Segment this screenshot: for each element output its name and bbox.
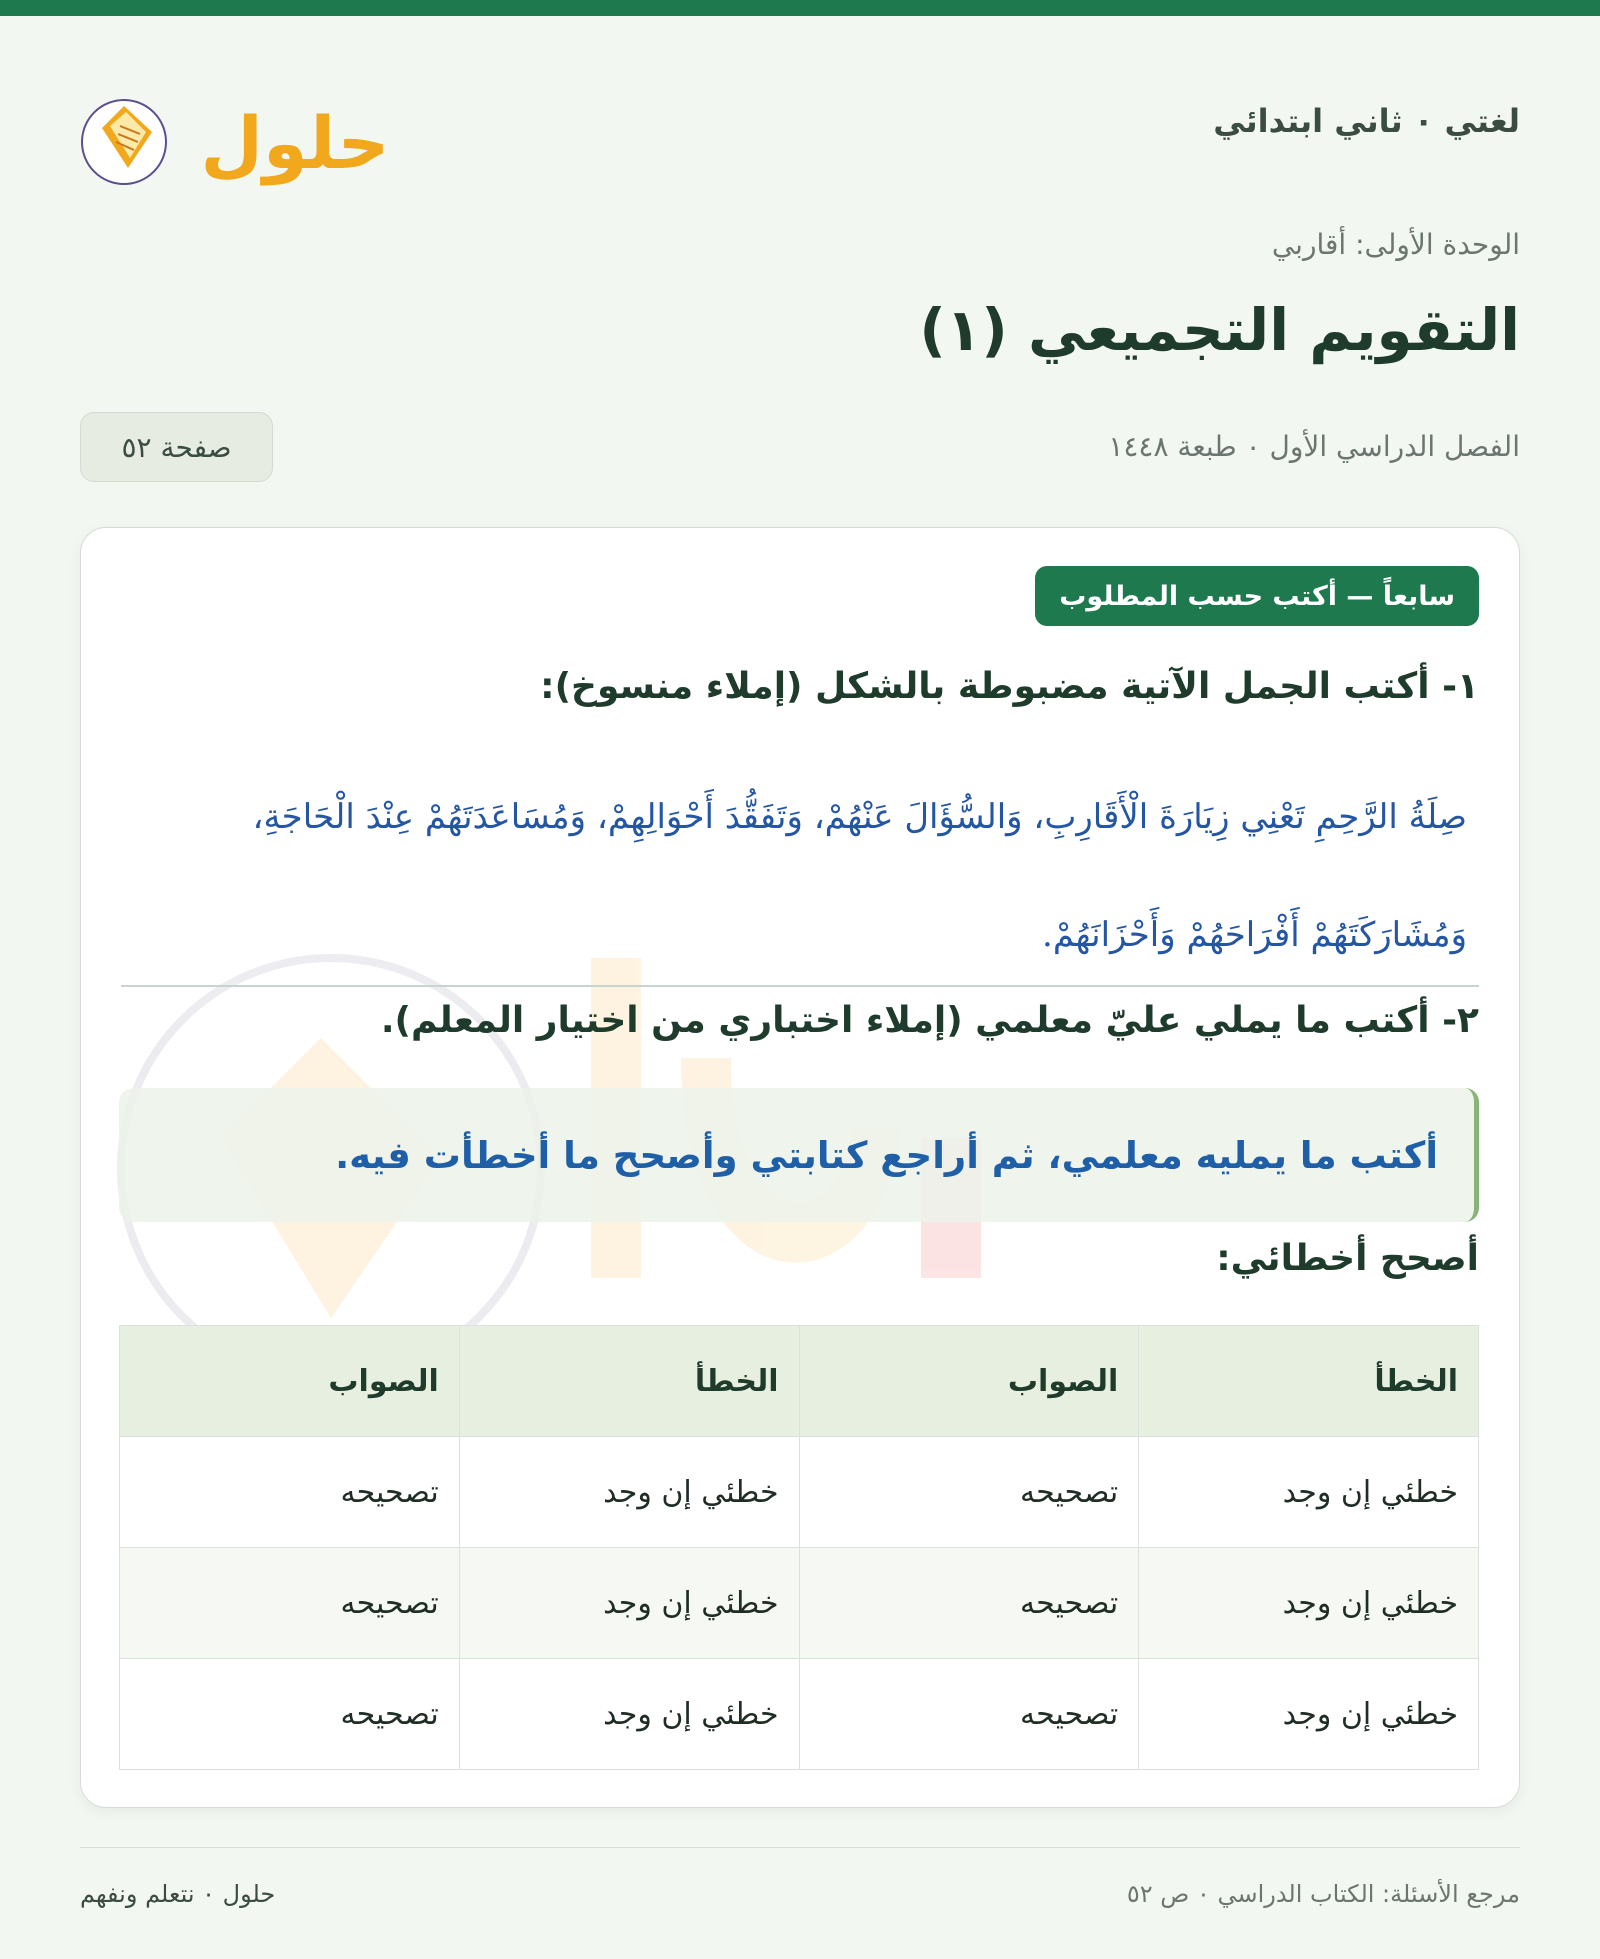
correction-cell[interactable]: تصحيحه xyxy=(799,1659,1139,1770)
correction-cell[interactable]: تصحيحه xyxy=(799,1437,1139,1548)
divider xyxy=(121,985,1479,987)
header xyxy=(80,60,1520,190)
logo xyxy=(80,70,390,190)
correction-cell[interactable]: تصحيحه xyxy=(120,1659,460,1770)
unit-label: الوحدة الأولى: أقاربي xyxy=(1271,228,1520,261)
section-label: سابعاً — أكتب حسب المطلوب xyxy=(1035,566,1479,626)
error-cell[interactable]: خطئي إن وجد xyxy=(1139,1659,1479,1770)
correction-cell[interactable]: تصحيحه xyxy=(120,1437,460,1548)
corrections-label: أصحح أخطائي: xyxy=(1216,1238,1479,1279)
table-header-row xyxy=(120,1326,1479,1437)
instruction-box xyxy=(119,1088,1479,1222)
table-row xyxy=(120,1437,1479,1548)
question-2: ٢- أكتب ما يملي عليّ معلمي (إملاء اختباري من اختيار المعلم). xyxy=(380,1000,1479,1041)
error-cell[interactable]: خطئي إن وجد xyxy=(459,1437,799,1548)
dictation-passage: صِلَةُ الرَّحِمِ تَعْنِي زِيَارَةَ الْأَقَارِبِ، وَالسُّؤَالَ عَنْهُمْ، وَتَفَقُّدَ أَحْوَالِهِمْ، وَمُسَاعَدَتَهُمْ عِنْدَ الْحَاجَةِ، وَمُشَارَكَتَهُمْ أَفْرَاحَهُمْ وَأَحْزَانَهُمْ. xyxy=(252,797,1467,955)
table-row xyxy=(120,1659,1479,1770)
top-accent-bar xyxy=(0,0,1600,16)
error-cell[interactable]: خطئي إن وجد xyxy=(459,1659,799,1770)
exercise-card xyxy=(80,527,1520,1808)
error-cell[interactable]: خطئي إن وجد xyxy=(459,1548,799,1659)
error-cell[interactable]: خطئي إن وجد xyxy=(1139,1548,1479,1659)
table-row xyxy=(120,1548,1479,1659)
header-error: الخطأ xyxy=(1139,1326,1479,1437)
footer-reference: مرجع الأسئلة: الكتاب الدراسي ٠ ص ٥٢ xyxy=(1126,1880,1520,1908)
header-error: الخطأ xyxy=(459,1326,799,1437)
correction-cell[interactable]: تصحيحه xyxy=(120,1548,460,1659)
semester-label: الفصل الدراسي الأول ٠ طبعة ١٤٤٨ xyxy=(1108,430,1520,463)
page-number-badge: صفحة ٥٢ xyxy=(80,412,273,482)
error-cell[interactable]: خطئي إن وجد xyxy=(1139,1437,1479,1548)
subject-title: لغتي ٠ ثاني ابتدائي xyxy=(1213,102,1520,140)
instruction-text: أكتب ما يمليه معلمي، ثم أراجع كتابتي وأصحح ما أخطأت فيه. xyxy=(335,1133,1438,1177)
correction-cell[interactable]: تصحيحه xyxy=(799,1548,1139,1659)
footer-brand: حلول ٠ نتعلم ونفهم xyxy=(80,1880,276,1908)
question-1: ١- أكتب الجمل الآتية مضبوطة بالشكل (إملاء منسوخ): xyxy=(540,666,1479,707)
corrections-table xyxy=(119,1325,1479,1770)
header-correct: الصواب xyxy=(120,1326,460,1437)
footer-divider xyxy=(80,1847,1520,1848)
logo-text: حلول xyxy=(200,101,390,185)
page-title: التقويم التجميعي (١) xyxy=(919,296,1520,364)
header-correct: الصواب xyxy=(799,1326,1139,1437)
